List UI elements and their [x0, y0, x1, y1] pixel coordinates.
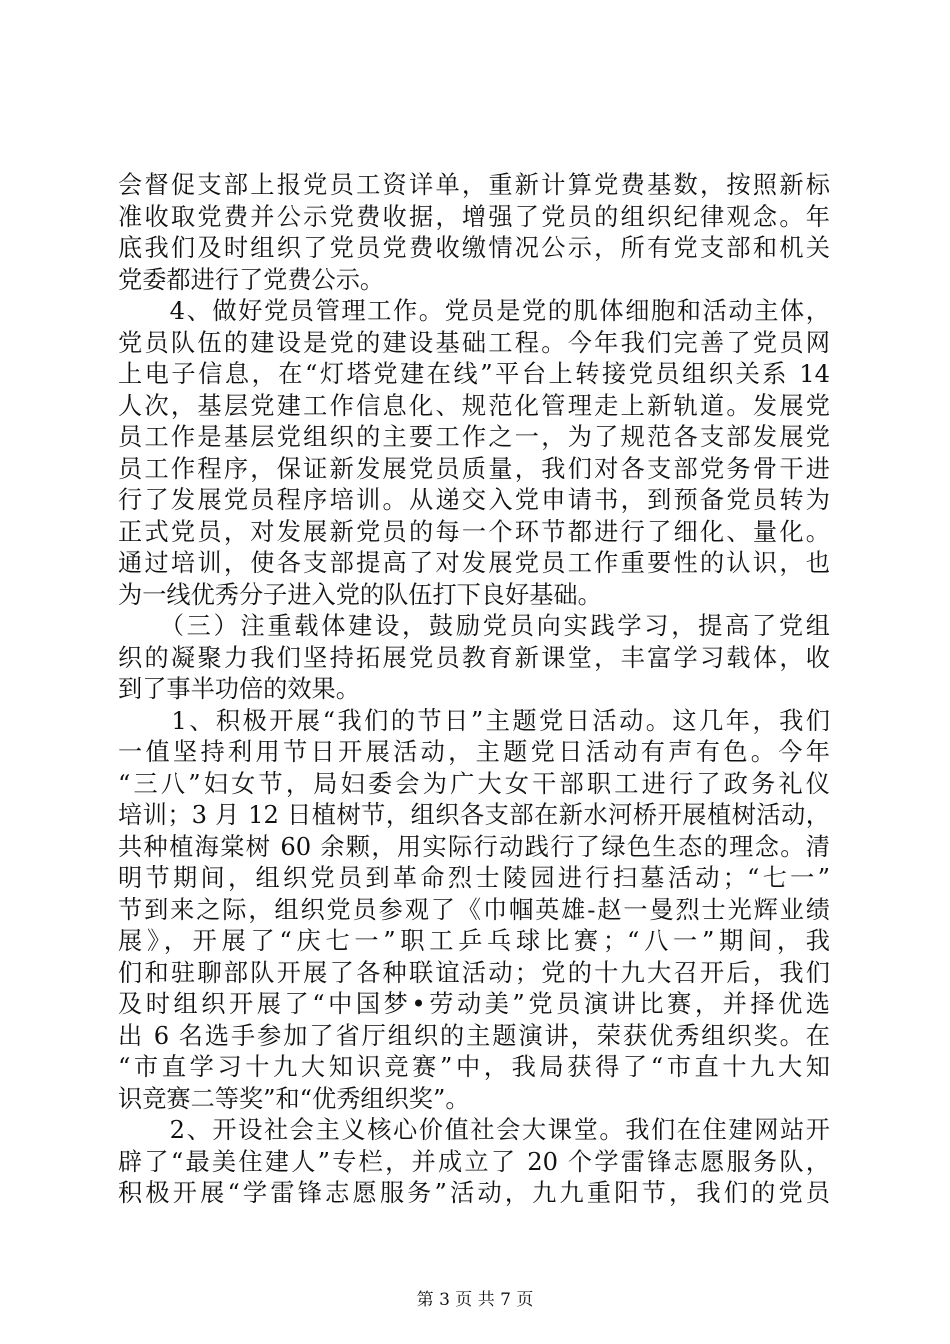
text-line: “三八”妇女节，局妇委会为广大女干部职工进行了政务礼仪: [118, 769, 830, 798]
text-line: “市直学习十九大知识竞赛”中，我局获得了“市直十九大知: [118, 1053, 830, 1081]
text-line: 会督促支部上报党员工资详单，重新计算党费基数，按照新标: [118, 171, 830, 199]
text-line: 一值坚持利用节日开展活动，主题党日活动有声有色。今年: [118, 738, 830, 766]
text-line: 员工作是基层党组织的主要工作之一，为了规范各支部发展党: [118, 423, 830, 451]
text-line: 到了事半功倍的效果。: [118, 675, 360, 703]
text-line: 展》，开展了“庆七一”职工乒乓球比赛；“八一”期间，我: [118, 927, 830, 955]
text-line: （三）注重载体建设，鼓励党员向实践学习，提高了党组: [118, 612, 830, 640]
text-line: 1、积极开展“我们的节日”主题党日活动。这几年，我们: [118, 706, 830, 735]
text-line: 积极开展“学雷锋志愿服务”活动，九九重阳节，我们的党员: [118, 1179, 830, 1207]
text-line: 节到来之际，组织党员参观了《巾帼英雄-赵一曼烈士光辉业绩: [118, 895, 830, 924]
text-line: 准收取党费并公示党费收据，增强了党员的组织纪律观念。年: [118, 202, 830, 231]
text-line: 识竞赛二等奖”和“优秀组织奖”。: [118, 1084, 470, 1113]
text-line: 党员队伍的建设是党的建设基础工程。今年我们完善了党员网: [118, 328, 830, 357]
text-line: 2、开设社会主义核心价值社会大课堂。我们在住建网站开: [118, 1116, 830, 1144]
document-body: [118, 170, 830, 1210]
text-line: 行了发展党员程序培训。从递交入党申请书，到预备党员转为: [118, 486, 830, 514]
text-line: 底我们及时组织了党员党费收缴情况公示，所有党支部和机关: [118, 234, 830, 262]
text-line: 上电子信息，在“灯塔党建在线”平台上转接党员组织关系 14: [118, 360, 830, 388]
text-line: 培训；3 月 12 日植树节，组织各支部在新水河桥开展植树活动，: [118, 801, 830, 829]
text-line: 出 6 名选手参加了省厅组织的主题演讲，荣获优秀组织奖。在: [118, 1021, 830, 1050]
text-line: 织的凝聚力我们坚持拓展党员教育新课堂，丰富学习载体，收: [118, 643, 830, 672]
text-line: 辟了“最美住建人”专栏，并成立了 20 个学雷锋志愿服务队，: [118, 1147, 830, 1176]
text-line: 党委都进行了党费公示。: [118, 265, 385, 294]
text-line: 明节期间，组织党员到革命烈士陵园进行扫墓活动；“七一”: [118, 864, 830, 892]
page-footer: 第 3 页 共 7 页: [416, 1290, 534, 1310]
text-line: 员工作程序，保证新发展党员质量，我们对各支部党务骨干进: [118, 454, 830, 483]
text-line: 人次，基层党建工作信息化、规范化管理走上新轨道。发展党: [118, 391, 830, 420]
text-line: 共种植海棠树 60 余颗，用实际行动践行了绿色生态的理念。清: [118, 832, 830, 861]
text-line: 及时组织开展了“中国梦•劳动美”党员演讲比赛，并择优选: [118, 990, 830, 1018]
text-line: 正式党员，对发展新党员的每一个环节都进行了细化、量化。: [118, 517, 830, 546]
text-line: 通过培训，使各支部提高了对发展党员工作重要性的认识，也: [118, 549, 830, 577]
text-line: 4、做好党员管理工作。党员是党的肌体细胞和活动主体，: [118, 297, 830, 325]
text-line: 为一线优秀分子进入党的队伍打下良好基础。: [118, 580, 602, 609]
text-line: 们和驻聊部队开展了各种联谊活动；党的十九大召开后，我们: [118, 958, 830, 987]
